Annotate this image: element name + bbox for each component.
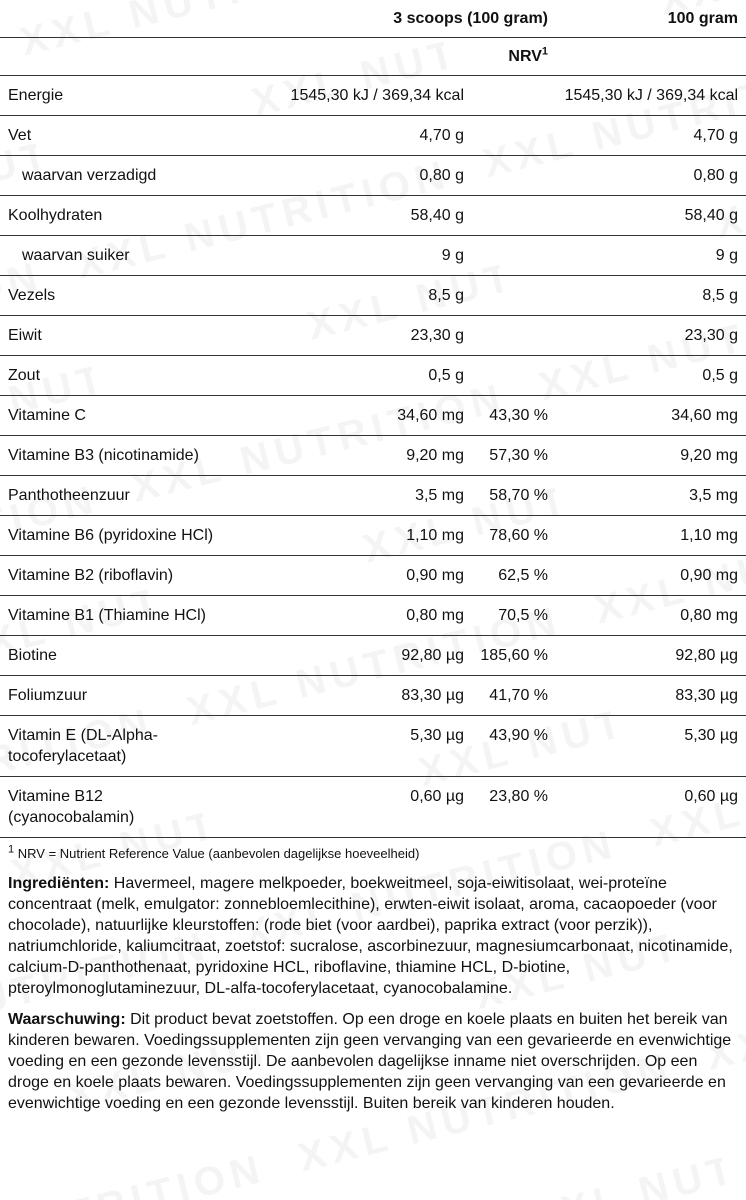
nrv-value	[472, 76, 556, 116]
nutrient-name: waarvan suiker	[0, 236, 222, 276]
serving-value: 0,60 µg	[222, 777, 472, 838]
per-100g-value: 1545,30 kJ / 369,34 kcal	[556, 76, 746, 116]
footnote-sup: 1	[8, 843, 15, 856]
header-nrv-label: NRV	[508, 48, 542, 65]
serving-value: 0,90 mg	[222, 556, 472, 596]
ingredients-text: Havermeel, magere melkpoeder, boekweitmeel, soja-eiwitisolaat, wei-proteïne concentraat (melk, emulgator: zonnebloemlecithine), erwten-eiwit isolaat, aroma, cacaopoeder (voor chocolade), natuurlijke kleurstoffen: (rode biet (voor aardbei), paprika extract (voor perzik)), natriumchloride, kaliumcitraat, zoetstof: sucralose, ascorbinezuur, magnesiumcarbonaat, nicotinamide, calcium-D-panthothenaat, pyridoxine HCL, riboflavine, thiamine HCL, D-biotine, pteroylmonoglutaminezuur, DL-alfa-tocoferylacetaat, cyanocobalamine.	[8, 875, 733, 997]
table-row	[0, 196, 746, 236]
table-row	[0, 436, 746, 476]
nrv-value	[472, 116, 556, 156]
per-100g-value: 92,80 µg	[556, 636, 746, 676]
nrv-value	[472, 356, 556, 396]
serving-value: 1545,30 kJ / 369,34 kcal	[222, 76, 472, 116]
header-nrv-sup: 1	[541, 45, 549, 58]
nutrient-name: Vezels	[0, 276, 222, 316]
nrv-value: 43,90 %	[472, 716, 556, 777]
ingredients-section	[0, 863, 746, 999]
per-100g-value: 0,90 mg	[556, 556, 746, 596]
ingredients-label: Ingrediënten:	[8, 875, 110, 892]
footnote-text: NRV = Nutrient Reference Value (aanbevolen dagelijkse hoeveelheid)	[17, 846, 420, 861]
per-100g-value: 8,5 g	[556, 276, 746, 316]
serving-value: 9,20 mg	[222, 436, 472, 476]
per-100g-value: 58,40 g	[556, 196, 746, 236]
nrv-value: 78,60 %	[472, 516, 556, 556]
nutrient-name: Vitamine C	[0, 396, 222, 436]
per-100g-value: 0,80 g	[556, 156, 746, 196]
table-row	[0, 76, 746, 116]
serving-value: 23,30 g	[222, 316, 472, 356]
subheader-empty	[0, 38, 222, 76]
table-row	[0, 596, 746, 636]
table-row	[0, 676, 746, 716]
nrv-value	[472, 316, 556, 356]
serving-value: 0,80 g	[222, 156, 472, 196]
table-subheader-row	[0, 38, 746, 76]
serving-value: 9 g	[222, 236, 472, 276]
table-row	[0, 156, 746, 196]
serving-value: 58,40 g	[222, 196, 472, 236]
nrv-value	[472, 236, 556, 276]
warning-text: Dit product bevat zoetstoffen. Op een droge en koele plaats en buiten het bereik van kinderen bewaren. Voedingssupplementen zijn geen vervanging van een gevarieerde en evenwichtige voeding en een gezonde levensstijl. De aanbevolen dagelijkse inname niet overschrijden. Op een droge en koele plaats bewaren. Voedingssupplementen zijn geen vervanging van een gevarieerde en evenwichtige voeding en een gezonde levensstijl. Buiten bereik van kinderen houden.	[8, 1011, 732, 1112]
nrv-value	[472, 156, 556, 196]
per-100g-value: 5,30 µg	[556, 716, 746, 777]
table-row	[0, 777, 746, 838]
serving-value: 34,60 mg	[222, 396, 472, 436]
serving-value: 8,5 g	[222, 276, 472, 316]
nutrient-name: Panthotheenzuur	[0, 476, 222, 516]
table-row	[0, 636, 746, 676]
per-100g-value: 3,5 mg	[556, 476, 746, 516]
nrv-value: 70,5 %	[472, 596, 556, 636]
serving-value: 0,5 g	[222, 356, 472, 396]
nutrient-name: Zout	[0, 356, 222, 396]
table-row	[0, 396, 746, 436]
nrv-value: 43,30 %	[472, 396, 556, 436]
nutrient-name: Vitamin E (DL-Alpha-tocoferylacetaat)	[0, 716, 222, 777]
table-row	[0, 516, 746, 556]
per-100g-value: 0,5 g	[556, 356, 746, 396]
table-row	[0, 356, 746, 396]
per-100g-value: 34,60 mg	[556, 396, 746, 436]
table-row	[0, 236, 746, 276]
nutrient-name: Koolhydraten	[0, 196, 222, 236]
header-empty	[0, 0, 222, 38]
nutrient-name: Biotine	[0, 636, 222, 676]
nutrient-name: Vitamine B1 (Thiamine HCl)	[0, 596, 222, 636]
table-row	[0, 276, 746, 316]
nrv-value: 185,60 %	[472, 636, 556, 676]
nrv-footnote	[0, 838, 746, 863]
per-100g-value: 0,80 mg	[556, 596, 746, 636]
nutrient-name: Vitamine B12 (cyanocobalamin)	[0, 777, 222, 838]
serving-value: 4,70 g	[222, 116, 472, 156]
per-100g-value: 23,30 g	[556, 316, 746, 356]
table-row	[0, 316, 746, 356]
serving-value: 92,80 µg	[222, 636, 472, 676]
table-row	[0, 476, 746, 516]
table-header-row	[0, 0, 746, 38]
nutrient-name: Vitamine B2 (riboflavin)	[0, 556, 222, 596]
header-nrv	[472, 38, 556, 76]
per-100g-value: 4,70 g	[556, 116, 746, 156]
nrv-value: 58,70 %	[472, 476, 556, 516]
warning-section	[0, 999, 746, 1114]
nrv-value	[472, 276, 556, 316]
serving-value: 5,30 µg	[222, 716, 472, 777]
nutrient-name: Foliumzuur	[0, 676, 222, 716]
table-row	[0, 716, 746, 777]
nutrient-name: Vitamine B6 (pyridoxine HCl)	[0, 516, 222, 556]
per-100g-value: 9 g	[556, 236, 746, 276]
header-serving: 3 scoops (100 gram)	[222, 0, 556, 38]
nrv-value	[472, 196, 556, 236]
nrv-value: 62,5 %	[472, 556, 556, 596]
serving-value: 0,80 mg	[222, 596, 472, 636]
nrv-value: 57,30 %	[472, 436, 556, 476]
table-row	[0, 556, 746, 596]
serving-value: 83,30 µg	[222, 676, 472, 716]
nutrient-name: waarvan verzadigd	[0, 156, 222, 196]
nutrient-name: Energie	[0, 76, 222, 116]
serving-value: 3,5 mg	[222, 476, 472, 516]
subheader-empty	[222, 38, 472, 76]
subheader-empty	[556, 38, 746, 76]
nutrient-name: Vitamine B3 (nicotinamide)	[0, 436, 222, 476]
warning-label: Waarschuwing:	[8, 1011, 126, 1028]
nutrient-name: Eiwit	[0, 316, 222, 356]
per-100g-value: 83,30 µg	[556, 676, 746, 716]
serving-value: 1,10 mg	[222, 516, 472, 556]
per-100g-value: 9,20 mg	[556, 436, 746, 476]
nrv-value: 23,80 %	[472, 777, 556, 838]
table-row	[0, 116, 746, 156]
nutrient-name: Vet	[0, 116, 222, 156]
per-100g-value: 1,10 mg	[556, 516, 746, 556]
per-100g-value: 0,60 µg	[556, 777, 746, 838]
nrv-value: 41,70 %	[472, 676, 556, 716]
header-per-100g: 100 gram	[556, 0, 746, 38]
